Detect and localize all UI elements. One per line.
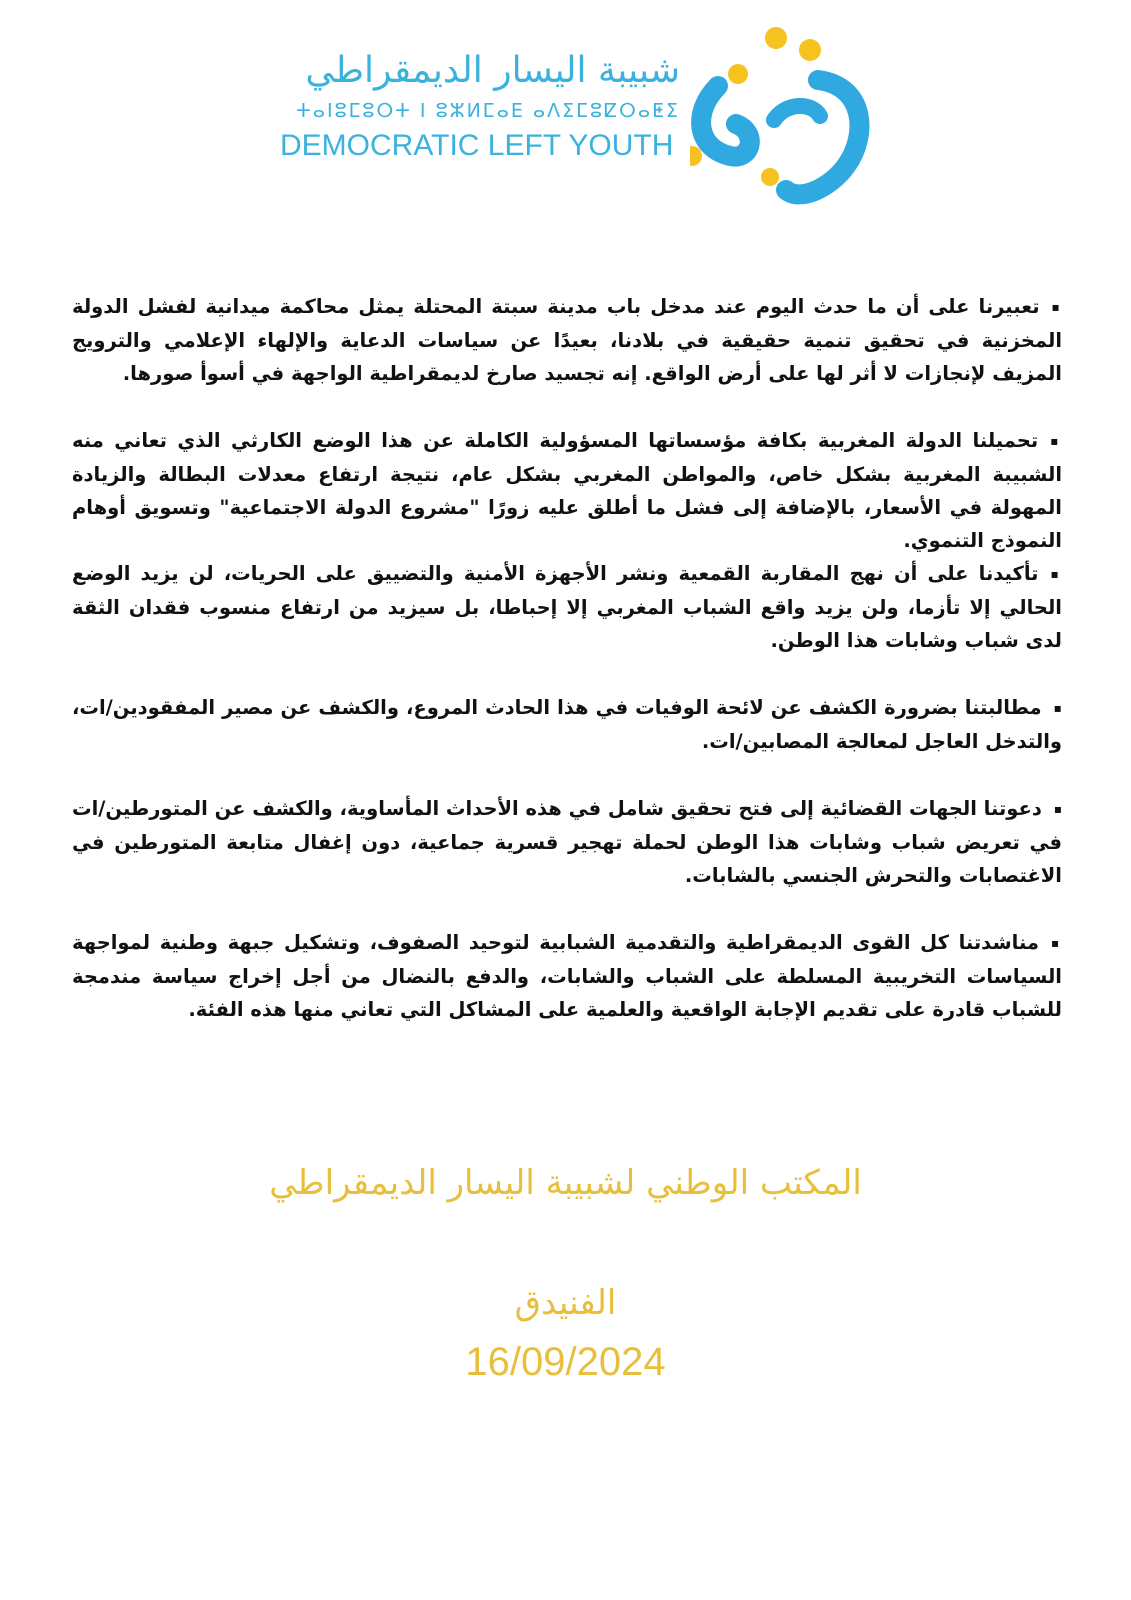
logo-dot: [765, 27, 787, 49]
logo-swirl: [786, 80, 859, 194]
logo-swirl: [701, 86, 750, 157]
letterhead: [0, 0, 1131, 230]
logo-dot: [761, 168, 779, 186]
bullet-icon: ▪: [1053, 701, 1063, 715]
statement-body: [72, 290, 1062, 1026]
logo-dot: [728, 64, 748, 84]
bullet-icon: ▪: [1051, 300, 1062, 314]
statement-paragraph: [72, 424, 1062, 557]
paragraph-text: تعبيرنا على أن ما حدث اليوم عند مدخل باب مدينة سبتة المحتلة يمثل محاكمة ميدانية لفشل الدولة المخزنية في تحقيق تنمية حقيقية في بلادنا، بعيدًا عن سياسات الدعاية والإلهاء الإعلامي والترويج المزيف لإنجازات لا أثر لها على أرض الواقع. إنه تجسيد صارخ لديمقراطية الواجهة في أسوأ صورها.: [72, 295, 1062, 385]
logo-dot: [799, 39, 821, 61]
statement-paragraph: [72, 290, 1062, 390]
bullet-icon: ▪: [1050, 936, 1062, 950]
paragraph-text: تحميلنا الدولة المغربية بكافة مؤسساتها المسؤولية الكاملة عن هذا الوضع الكارثي الذي تعاني منه الشبيبة المغربية بشكل خاص، والمواطن المغربي بشكل عام، نتيجة ارتفاع معدلات البطالة والزيادة المهولة في الأسعار، بالإضافة إلى فشل ما أطلق عليه زورًا "مشروع الدولة الاجتماعية" وتسويق أوهام النموذج التنموي.: [72, 429, 1062, 552]
statement-paragraph: [72, 557, 1062, 657]
paragraph-text: دعوتنا الجهات القضائية إلى فتح تحقيق شامل في هذه الأحداث المأساوية، والكشف عن المتورطين/ات في تعريض شباب وشابات هذا الوطن لحملة تهجير قسرية جماعية، دون إغفال متابعة المتورطين في الاغتصابات والتحرش الجنسي بالشابات.: [72, 797, 1062, 887]
org-name-block: [280, 48, 680, 164]
org-name-english: DEMOCRATIC LEFT YOUTH: [280, 129, 674, 162]
paragraph-text: مناشدتنا كل القوى الديمقراطية والتقدمية الشبابية لتوحيد الصفوف، وتشكيل جبهة وطنية لمواجهة السياسات التخريبية المسلطة على الشباب والشابات، والدفع بالنضال من أجل إخراج سياسة مندمجة للشباب قادرة على تقديم الإجابة الواقعية والعلمية على المشاكل التي تعاني منها هذه الفئة.: [72, 931, 1062, 1021]
statement-paragraph: [72, 691, 1062, 758]
org-name-arabic: شبيبة اليسار الديمقراطي: [305, 50, 680, 91]
signing-city: الفنيدق: [514, 1283, 617, 1323]
bullet-icon: ▪: [1050, 434, 1062, 448]
statement-paragraph: [72, 926, 1062, 1026]
bullet-icon: ▪: [1053, 802, 1062, 816]
signing-office: المكتب الوطني لشبيبة اليسار الديمقراطي: [269, 1163, 862, 1203]
statement-paragraph: [72, 792, 1062, 892]
paragraph-text: مطالبتنا بضرورة الكشف عن لائحة الوفيات في هذا الحادث المروع، والكشف عن مصير المفقودين/ات، والتدخل العاجل لمعالجة المصابين/ات.: [72, 696, 1062, 753]
org-name-tifinagh: ⵜⴰⵏⵓⵎⵓⵔⵜ ⵏ ⵓⵣⵍⵎⴰⴹ ⴰⴷⵉⵎⵓⵇⵔⴰⵟⵉ: [296, 100, 680, 122]
signing-date: 16/09/2024: [465, 1340, 666, 1384]
organization-logo: [690, 20, 890, 220]
logo-swirl: [774, 106, 820, 120]
bullet-icon: ▪: [1050, 567, 1062, 581]
paragraph-text: تأكيدنا على أن نهج المقاربة القمعية ونشر الأجهزة الأمنية والتضييق على الحريات، لن يزيد الوضع الحالي إلا تأزما، ولن يزيد واقع الشباب المغربي إلا إحباطا، بل سيزيد من ارتفاع منسوب فقدان الثقة لدى شباب وشابات هذا الوطن.: [72, 562, 1062, 652]
